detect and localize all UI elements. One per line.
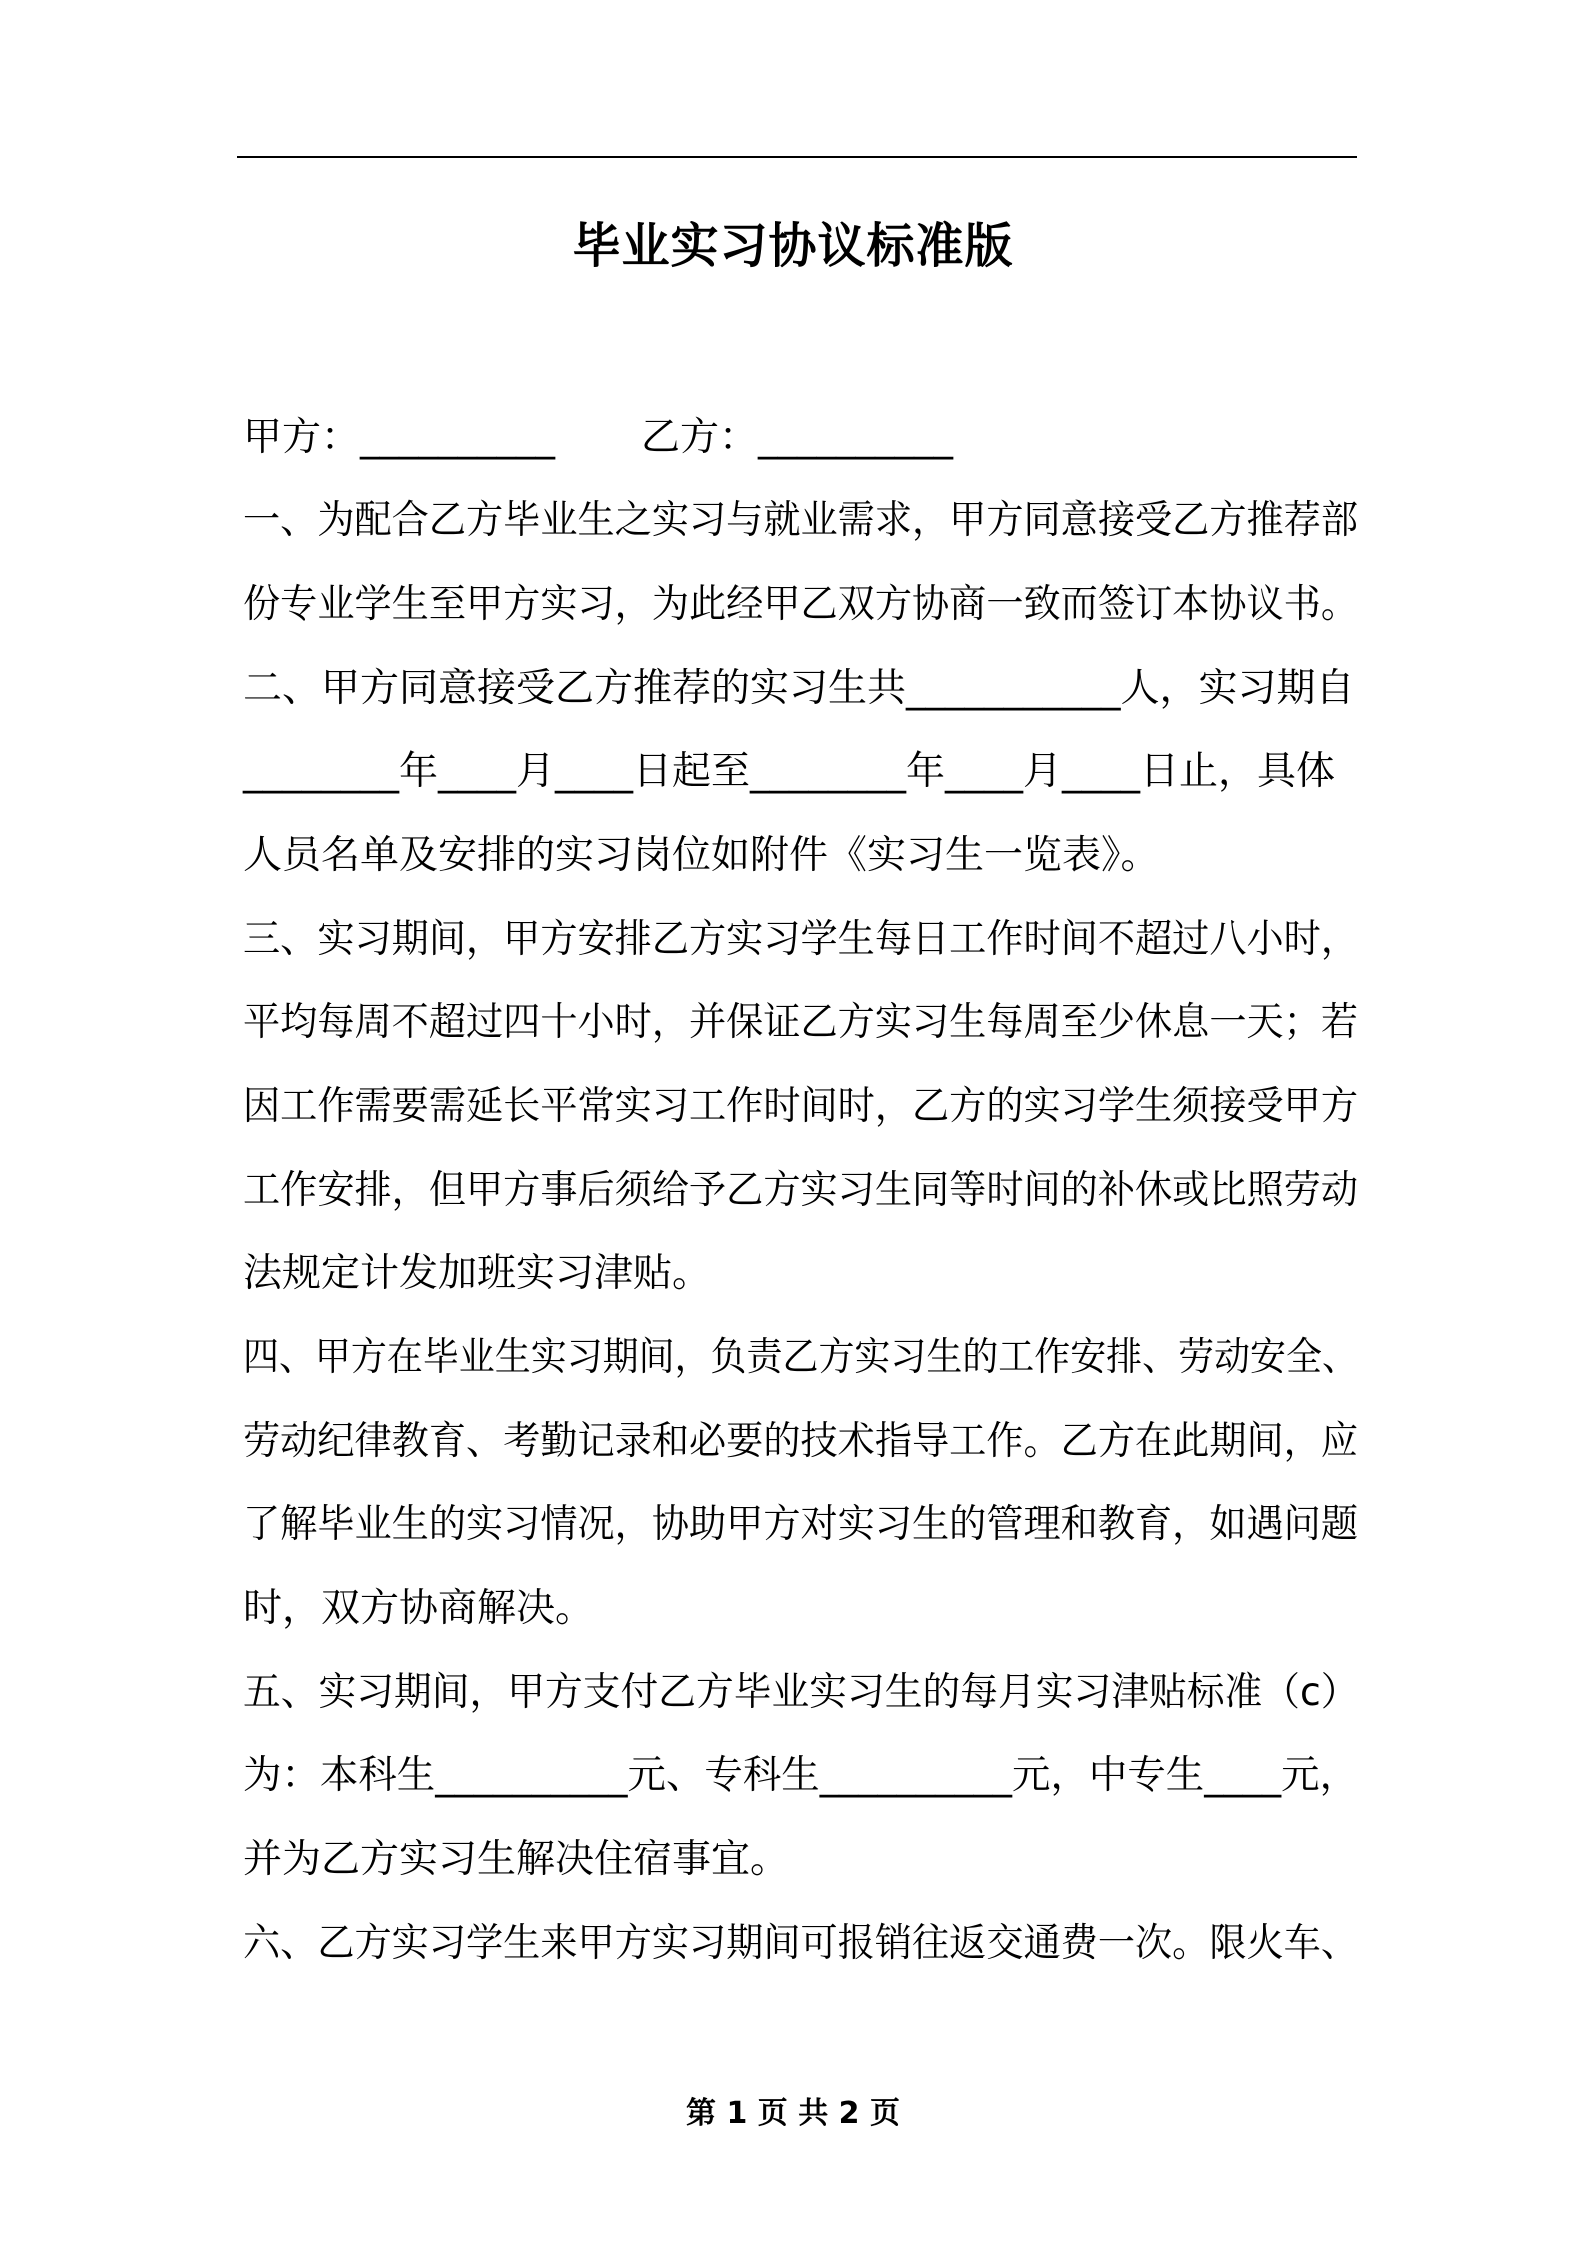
parties-line <box>243 410 1358 466</box>
body-line: 六、乙方实习学生来甲方实习期间可报销往返交通费一次。限火车、 <box>243 1921 1359 1966</box>
body-line: 平均每周不超过四十小时，并保证乙方实习生每周至少休息一天；若 <box>243 1000 1359 1045</box>
header-rule <box>237 156 1357 158</box>
body-line: 了解毕业生的实习情况，协助甲方对实习生的管理和教育，如遇问题 <box>243 1502 1359 1547</box>
body-line: 人员名单及安排的实习岗位如附件《实习生一览表》。 <box>243 833 1160 878</box>
body-line: 一、为配合乙方毕业生之实习与就业需求，甲方同意接受乙方推荐部 <box>243 498 1359 543</box>
body-line: 因工作需要需延长平常实习工作时间时，乙方的实习学生须接受甲方 <box>243 1084 1359 1129</box>
body-line: ________年____月____日起至________年____月____日止，具体 <box>243 749 1336 794</box>
body-line: 份专业学生至甲方实习，为此经甲乙双方协商一致而签订本协议书。 <box>243 582 1359 627</box>
party-b-field: 乙方：__________ <box>641 415 954 460</box>
party-a-field: 甲方：__________ <box>243 415 556 460</box>
body-line: 为：本科生__________元、专科生__________元，中专生____元， <box>243 1753 1359 1798</box>
body-line: 三、实习期间，甲方安排乙方实习学生每日工作时间不超过八小时， <box>243 917 1359 962</box>
body-line: 四、甲方在毕业生实习期间，负责乙方实习生的工作安排、劳动安全、 <box>243 1335 1358 1380</box>
body-line: 法规定计发加班实习津贴。 <box>243 1251 712 1296</box>
document-title: 毕业实习协议标准版 <box>572 218 1014 274</box>
body-line: 劳动纪律教育、考勤记录和必要的技术指导工作。乙方在此期间，应 <box>243 1419 1359 1464</box>
body-line: 五、实习期间，甲方支付乙方毕业实习生的每月实习津贴标准（c） <box>243 1670 1359 1715</box>
body-line: 二、甲方同意接受乙方推荐的实习生共___________人，实习期自 <box>243 666 1355 711</box>
body-line: 并为乙方实习生解决住宿事宜。 <box>243 1837 790 1882</box>
body-line: 时，双方协商解决。 <box>243 1586 595 1631</box>
body-line: 工作安排，但甲方事后须给予乙方实习生同等时间的补休或比照劳动 <box>243 1168 1359 1213</box>
page-number: 第 1 页 共 2 页 <box>686 2096 900 2131</box>
